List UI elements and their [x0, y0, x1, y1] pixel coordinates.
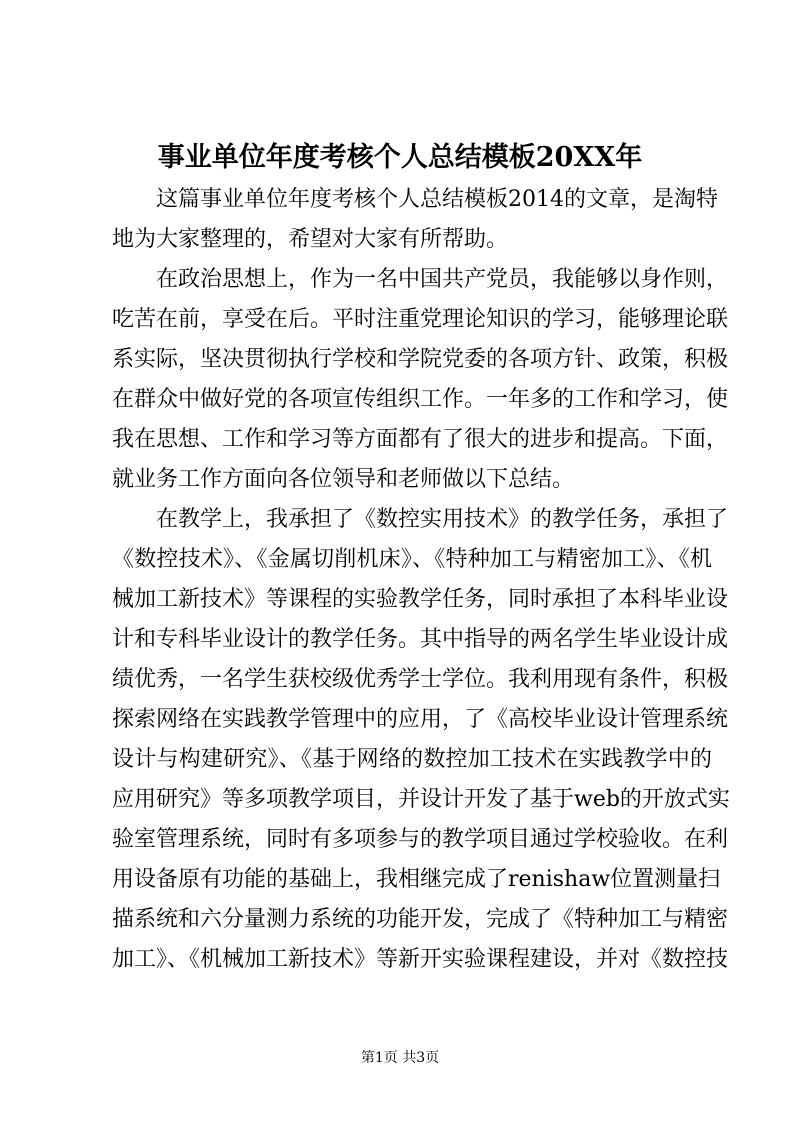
- paragraph-3-line-6: 探索网络在实践教学管理中的应用，了《高校毕业设计管理系统: [112, 707, 729, 732]
- document-body: [112, 180, 730, 980]
- paragraph-3-line-8: 应用研究》等多项教学项目，并设计开发了基于web的开放式实: [112, 787, 730, 812]
- paragraph-3-line-4: 计和专科毕业设计的教学任务。其中指导的两名学生毕业设计成: [112, 627, 729, 652]
- page-footer: 第1页 共3页: [360, 1050, 440, 1066]
- paragraph-3-line-11: 描系统和六分量测力系统的功能开发，完成了《特种加工与精密: [112, 907, 729, 932]
- paragraph-1-line-2: 地为大家整理的，希望对大家有所帮助。: [112, 227, 509, 252]
- paragraph-3-line-10: 用设备原有功能的基础上，我相继完成了renishaw位置测量扫: [112, 867, 721, 892]
- paragraph-3-line-2: 《数控技术》、《金属切削机床》、《特种加工与精密加工》、《机: [112, 547, 712, 572]
- paragraph-3-line-7: 设计与构建研究》、《基于网络的数控加工技术在实践教学中的: [112, 747, 712, 772]
- paragraph-2-line-1: 在政治思想上，作为一名中国共产党员，我能够以身作则，: [156, 267, 729, 292]
- document-title: 事业单位年度考核个人总结模板20XX年: [157, 142, 643, 173]
- paragraph-2-line-6: 就业务工作方面向各位领导和老师做以下总结。: [112, 467, 575, 492]
- paragraph-3-line-1: 在教学上，我承担了《数控实用技术》的教学任务，承担了: [156, 507, 729, 532]
- paragraph-3-line-3: 械加工新技术》等课程的实验教学任务，同时承担了本科毕业设: [112, 587, 729, 612]
- paragraph-3-line-12: 加工》、《机械加工新技术》等新开实验课程建设，并对《数控技: [112, 947, 729, 972]
- paragraph-1-line-1: 这篇事业单位年度考核个人总结模板2014的文章，是淘特: [156, 187, 718, 212]
- paragraph-2-line-3: 系实际，坚决贯彻执行学校和学院党委的各项方针、政策，积极: [112, 347, 729, 372]
- paragraph-2-line-5: 我在思想、工作和学习等方面都有了很大的进步和提高。下面，: [112, 427, 729, 452]
- paragraph-2-line-2: 吃苦在前，享受在后。平时注重党理论知识的学习，能够理论联: [112, 307, 729, 332]
- paragraph-2-line-4: 在群众中做好党的各项宣传组织工作。一年多的工作和学习，使: [112, 387, 729, 412]
- paragraph-3-line-5: 绩优秀，一名学生获校级优秀学士学位。我利用现有条件，积极: [112, 667, 729, 692]
- paragraph-3-line-9: 验室管理系统，同时有多项参与的教学项目通过学校验收。在利: [112, 827, 729, 852]
